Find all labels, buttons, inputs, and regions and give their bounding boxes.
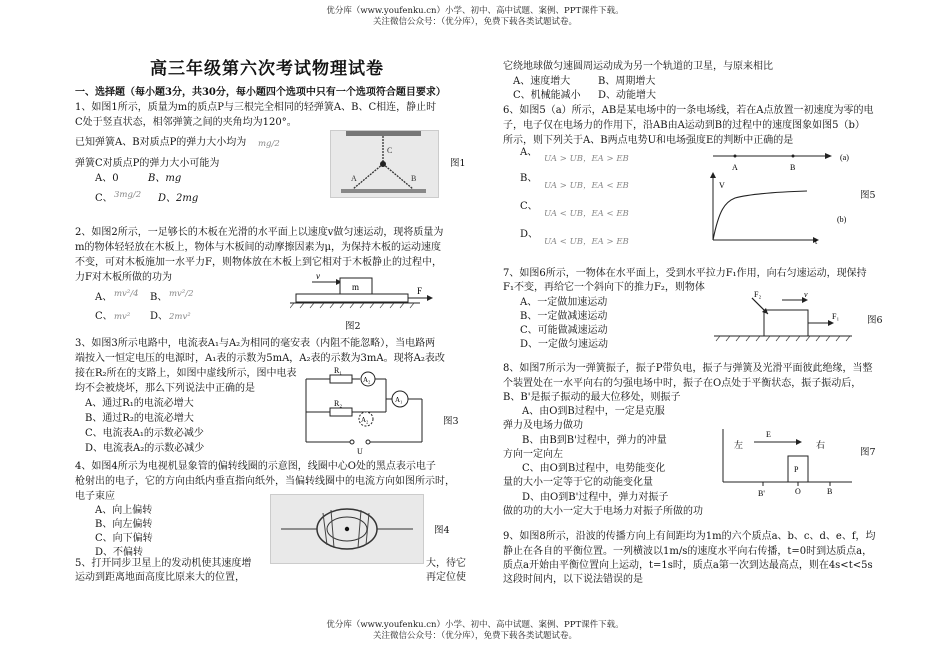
footer-line-2: 关注微信公众号：（优分库），免费下载各类试题试卷。 <box>372 631 577 641</box>
fig3-U-label: U <box>357 447 363 454</box>
figure-4-image <box>270 494 424 564</box>
fig2-v-label: v <box>316 274 320 281</box>
section-heading: 一、选择题（每小题3分，共30分，每小题四个选项中只有一个选项符合题目要求） <box>75 87 446 98</box>
q1-line-1: 1、如图1所示，质量为m的质点P与三根完全相同的轻弹簧A、B、C相连，静止时 <box>75 102 437 113</box>
q3-option-a: A、通过R₁的电流必增大 <box>85 398 194 409</box>
q8-option-b-1: B、由B到B'过程中，弹力的冲量 <box>522 435 667 446</box>
q3-option-c: C、电流表A₁的示数必减少 <box>85 428 204 439</box>
q3-line-2: 端按入一恒定电压的电源时，A₁表的示数为5mA，A₂表的示数为3mA。现将A₂表改 <box>75 353 445 364</box>
fig7-B-label: B <box>827 487 833 496</box>
q9-line-2: 静止在各自的平衡位置。一列横波以1m/s的速度水平向右传播，t=0时到达质点a， <box>503 546 873 557</box>
fig5-B-label: B <box>790 163 796 172</box>
q1-option-c: C、 <box>95 193 113 204</box>
q8-option-a-1: A、由O到B过程中，一定是克服 <box>522 406 665 417</box>
q5-line-2-end: 再定位使 <box>426 572 466 583</box>
q3-option-d: D、电流表A₂的示数必减少 <box>85 443 205 454</box>
fig2-m-label: m <box>352 282 360 292</box>
q6-option-d-value: UA < UB，EA > EB <box>544 237 629 247</box>
figure-7-label: 图7 <box>860 447 876 458</box>
q6-option-d: D、 <box>520 229 539 240</box>
q8-option-d-1: D、由O到B'过程中，弹力对振子 <box>522 492 669 503</box>
figure-6-label: 图6 <box>867 315 883 326</box>
fig3-R1-label: R₁ <box>334 366 343 375</box>
q5-option-a: A、速度增大 <box>513 76 571 87</box>
q8-line-3: B、B'是振子振动的最大位移处，则振子 <box>503 392 681 403</box>
q3-line-1: 3、如图3所示电路中，电流表A₁与A₂为相同的毫安表（内阻不能忽略），当电路两 <box>75 338 436 349</box>
q6-option-c-value: UA < UB，EA < EB <box>544 209 629 219</box>
fig6-F2-label: F₂ <box>754 290 762 299</box>
q2-line-4: 力F对木板所做的功为 <box>75 272 172 283</box>
q2-line-1: 2、如图2所示，一足够长的木板在光滑的水平面上以速度v做匀速运动，现将质量为 <box>75 227 444 238</box>
q4-option-c: C、向下偏转 <box>95 533 153 544</box>
fig5-t-label: t <box>815 237 818 246</box>
q2-option-b-value: mv²/2 <box>169 289 194 299</box>
q2-option-d: D、 <box>150 311 169 322</box>
spring-oscillator-diagram <box>718 424 856 498</box>
q7-line-2: F₁不变，再给它一个斜向下的推力F₂，则物体 <box>503 282 705 293</box>
page-title: 高三年级第六次考试物理试卷 <box>150 59 384 79</box>
deflection-coil-diagram <box>271 495 423 563</box>
q1-fraction: mg/2 <box>258 139 280 149</box>
header-line-2: 关注微信公众号：（优分库），免费下载各类试题试卷。 <box>372 17 577 27</box>
q6-option-a: A、 <box>520 147 538 158</box>
figure-2-label: 图2 <box>345 321 361 332</box>
fig2-F-label: F <box>417 286 423 296</box>
q2-option-d-value: 2mv² <box>169 312 191 322</box>
q4-line-2: 枪射出的电子，它的方向由纸内垂直指向纸外，当偏转线圈中的电流方向如图所示时， <box>75 476 455 487</box>
q9-line-3: 质点a开始由平衡位置向上运动，t=1s时，质点a第一次到达最高点，则在4s<t<5s <box>503 560 873 571</box>
q8-option-d-2: 做的功的大小一定大于电场力对振子所做的功 <box>503 506 703 517</box>
q2-option-c-value: mv² <box>114 312 131 322</box>
q3-line-4: 均不会被烧坏，那么下列说法中正确的是 <box>75 383 255 394</box>
q8-option-a-2: 弹力及电场力做功 <box>503 420 583 431</box>
q8-line-2: 个装置处在一水平向右的匀强电场中时，振子在O点处于平衡状态，振子振动后， <box>503 378 862 389</box>
q1-line-3: 已知弹簧A、B对质点P的弹力大小均为 <box>75 137 247 148</box>
footer-line-1: 优分库（www.youfenku.cn）小学、初中、高中试题、案例、PPT课件下载。 <box>326 620 624 630</box>
q5-option-d: D、动能增大 <box>598 90 657 101</box>
circuit-diagram <box>300 364 440 454</box>
q2-option-b: B、 <box>150 292 168 303</box>
q2-option-a: A、 <box>95 292 113 303</box>
fig7-Bprime-label: B' <box>758 489 765 498</box>
q6-option-c: C、 <box>520 201 538 212</box>
q7-option-c: C、可能做减速运动 <box>520 325 608 336</box>
q7-line-1: 7、如图6所示，一物体在水平面上，受到水平拉力F₁作用，向右匀速运动，现保持 <box>503 268 867 279</box>
q2-line-3: 不变，可对木板施加一水平力F，则物体放在木板上到它相对于木板静止的过程中， <box>75 257 442 268</box>
q6-line-3: 所示，则下列关于A、B两点电势U和电场强度E的判断中正确的是 <box>503 135 794 146</box>
figure-1-image <box>330 130 439 198</box>
fig3-A1-label: A₁ <box>395 396 403 404</box>
q5-line-1: 5、打开同步卫星上的发动机使其速度增 <box>75 558 252 569</box>
fig5-A-label: A <box>732 163 738 172</box>
q6-line-1: 6、如图5（a）所示，AB是某电场中的一条电场线，若在A点放置一初速度为零的电 <box>503 105 874 116</box>
fig6-F1-label: F₁ <box>832 312 840 321</box>
q2-option-c: C、 <box>95 311 113 322</box>
q7-option-b: B、一定做减速运动 <box>520 311 608 322</box>
q1-line-2: C处于竖直状态，相邻弹簧之间的夹角均为120°。 <box>75 117 297 128</box>
svg-text:B: B <box>411 174 417 183</box>
q8-option-b-2: 方向一定向左 <box>503 449 563 460</box>
q5-option-c: C、机械能减小 <box>513 90 581 101</box>
fig3-R2-label: R₂ <box>334 399 343 408</box>
q1-option-b: B、mg <box>148 173 182 184</box>
q1-option-c-value: 3mg/2 <box>114 190 142 200</box>
fig5-V-label: V <box>719 181 725 190</box>
figure-4-label: 图4 <box>434 525 450 536</box>
fig6-v-label: v <box>804 290 808 299</box>
q8-option-c-2: 量的大小一定等于它的动能变化量 <box>503 477 653 488</box>
q5-option-b: B、周期增大 <box>598 76 656 87</box>
q1-option-d: D、2mg <box>158 193 199 204</box>
q6-option-a-value: UA > UB，EA > EB <box>544 154 629 164</box>
q4-option-b: B、向左偏转 <box>95 519 153 530</box>
q6-option-b-value: UA > UB，EA < EB <box>544 181 629 191</box>
q4-option-d: D、不偏转 <box>95 547 144 558</box>
figure-3-label: 图3 <box>443 416 459 427</box>
q9-line-4: 这段时间内，以下说法错误的是 <box>503 574 643 585</box>
q6-line-2: 子，电子仅在电场力的作用下，沿AB由A运动到B的过程中的速度图象如图5（b） <box>503 120 865 131</box>
q5-line-1-end: 大，待它 <box>426 558 466 569</box>
fig3-A2-label: A₂ <box>363 376 371 384</box>
header-line-1: 优分库（www.youfenku.cn）小学、初中、高中试题、案例、PPT课件下载。 <box>326 6 624 16</box>
fig5-a-label: (a) <box>840 153 849 162</box>
fig3-A2-dashed-label: A₂ <box>361 416 369 424</box>
q2-line-2: m的物体轻轻放在木板上，物体与木板间的动摩擦因素为μ，为保持木板的运动速度 <box>75 242 441 253</box>
fig5-b-label: (b) <box>837 215 847 224</box>
q5-line-3: 它绕地球做匀速圆周运动成为另一个轨道的卫星，与原来相比 <box>503 61 773 72</box>
fig7-P-label: P <box>794 465 799 474</box>
figure-5-label: 图5 <box>860 190 876 201</box>
svg-text:A: A <box>351 174 357 183</box>
figure-1-label: 图1 <box>450 158 466 169</box>
q1-line-4: 弹簧C对质点P的弹力大小可能为 <box>75 158 220 169</box>
q9-line-1: 9、如图8所示，沿波的传播方向上有间距均为1m的六个质点a、b、c、d、e、f，均 <box>503 531 876 542</box>
q3-line-3: 接在R₂所在的支路上，如图中虚线所示，图中电表 <box>75 368 297 379</box>
q1-option-a: A、0 <box>95 173 119 184</box>
q4-line-3: 电子束应 <box>75 491 115 502</box>
q8-option-c-1: C、由O到B过程中，电势能变化 <box>522 463 666 474</box>
fig7-E-label: E <box>766 430 771 439</box>
q8-line-1: 8、如图7所示为一弹簧振子，振子P带负电，振子与弹簧及光滑平面彼此绝缘，当整 <box>503 363 873 374</box>
q6-option-b: B、 <box>520 173 538 184</box>
board-block-diagram <box>290 274 440 319</box>
q7-option-d: D、一定做匀速运动 <box>520 339 609 350</box>
q4-option-a: A、向上偏转 <box>95 505 153 516</box>
fig7-right-label: 右 <box>816 440 826 450</box>
fig7-left-label: 左 <box>734 440 744 450</box>
block-force-diagram <box>712 288 857 346</box>
svg-text:C: C <box>387 146 393 155</box>
q5-line-2: 运动到距离地面高度比原来大的位置， <box>75 572 245 583</box>
q4-line-1: 4、如图4所示为电视机显象管的偏转线圈的示意图，线圈中心O处的黑点表示电子 <box>75 461 436 472</box>
fig7-O-label: O <box>795 487 801 496</box>
q2-option-a-value: mv²/4 <box>114 289 139 299</box>
spring-diagram <box>331 131 438 197</box>
q7-option-a: A、一定做加速运动 <box>520 297 608 308</box>
q3-option-b: B、通过R₂的电流必增大 <box>85 413 194 424</box>
